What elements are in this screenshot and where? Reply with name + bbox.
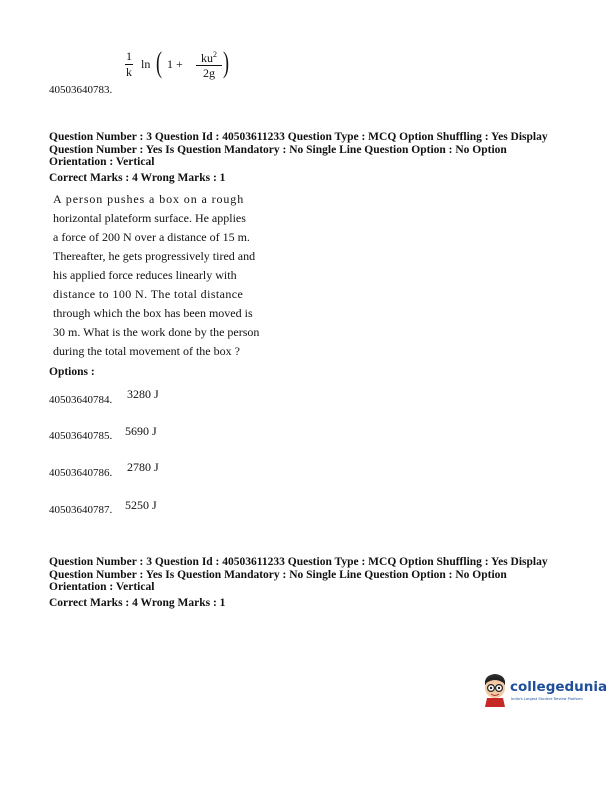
- question-header-line-2: Question Number : Yes Is Question Mandatory : No Single Line Question Option : No Option: [49, 568, 507, 581]
- question-header-line-3: Orientation : Vertical: [49, 581, 155, 593]
- question-header-line-2: Question Number : Yes Is Question Mandatory : No Single Line Question Option : No Option: [49, 143, 507, 156]
- question-header-line-1: Question Number : 3 Question Id : 40503611233 Question Type : MCQ Option Shuffling : Yes Display: [49, 131, 548, 143]
- question-header-line-3: Orientation : Vertical: [49, 156, 155, 168]
- logo-brand: collegedunia: [510, 679, 608, 695]
- prev-option-id: 40503640783.: [49, 84, 113, 96]
- question-header-line-1: Question Number : 3 Question Id : 40503611233 Question Type : MCQ Option Shuffling : Yes Display: [49, 556, 548, 568]
- question-marks: Correct Marks : 4 Wrong Marks : 1: [49, 171, 226, 184]
- question-text-line: A person pushes a box on a rough: [53, 192, 245, 206]
- option-value[interactable]: 5690 J: [125, 424, 157, 438]
- formula-denominator-k: k: [126, 65, 132, 79]
- logo-tagline: India's Largest Student Review Platform: [511, 697, 583, 701]
- formula-one-plus: 1 +: [167, 57, 183, 71]
- formula-fragment: [122, 46, 242, 94]
- formula-ln: ln: [141, 57, 151, 71]
- option-id: 40503640786.: [49, 467, 113, 479]
- question-text-line: his applied force reduces linearly with: [53, 268, 237, 282]
- mascot-icon: [480, 671, 510, 707]
- option-value[interactable]: 3280 J: [127, 387, 159, 401]
- question-header: [49, 131, 579, 184]
- question-text-line: during the total movement of the box ?: [53, 344, 240, 358]
- formula-numerator-one: 1: [126, 49, 132, 63]
- collegedunia-logo: [480, 669, 608, 709]
- question-text-line: Thereafter, he gets progressively tired and: [53, 249, 256, 263]
- question-text-line: 30 m. What is the work done by the person: [53, 325, 260, 339]
- option-value[interactable]: 2780 J: [127, 460, 159, 474]
- options-label: Options :: [49, 366, 95, 378]
- option-id: 40503640784.: [49, 394, 113, 406]
- question-header: [49, 556, 579, 609]
- formula-left-paren: (: [156, 46, 162, 79]
- option-value[interactable]: 5250 J: [125, 498, 157, 512]
- question-text-line: through which the box has been moved is: [53, 306, 253, 320]
- question-text: [53, 190, 298, 361]
- formula-denominator-2g: 2g: [203, 66, 215, 80]
- question-text-line: a force of 200 N over a distance of 15 m.: [53, 230, 250, 244]
- question-text-line: horizontal plateform surface. He applies: [53, 211, 246, 225]
- question-text-line: distance to 100 N. The total distance: [53, 287, 244, 301]
- formula-right-paren: ): [223, 46, 229, 79]
- question-marks: Correct Marks : 4 Wrong Marks : 1: [49, 596, 226, 609]
- formula-numerator-ku2: $ku^2$: [201, 50, 217, 65]
- option-id: 40503640785.: [49, 430, 113, 442]
- option-id: 40503640787.: [49, 504, 113, 516]
